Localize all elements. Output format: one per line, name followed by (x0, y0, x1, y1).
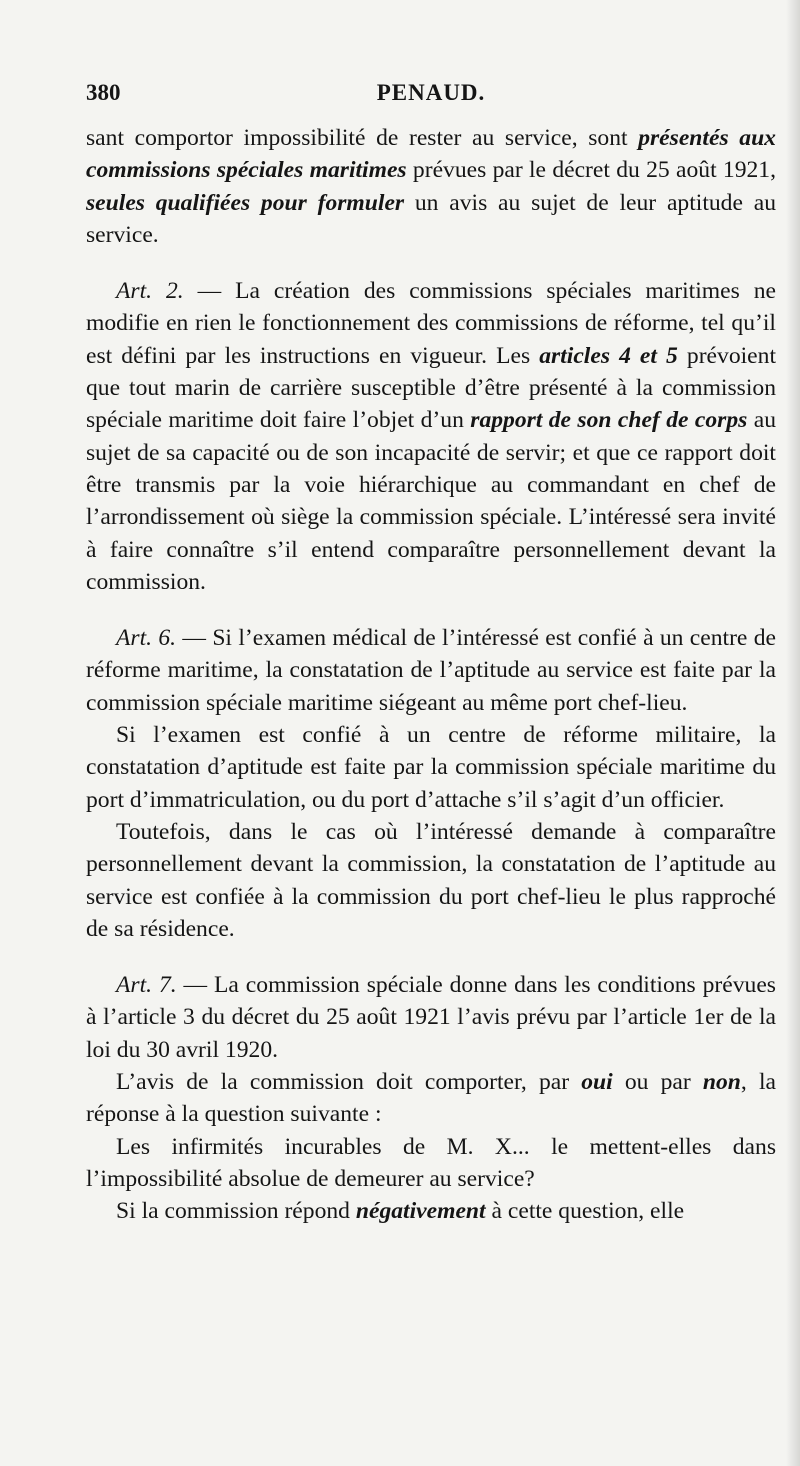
paragraph-toutefois (86, 816, 776, 945)
text-run: prévoient que tout marin de carrière susceptible d’être présenté à la commission spéciale maritime doit faire l’objet d’un (86, 342, 776, 434)
text-run: ou par (612, 1069, 703, 1096)
text-run: — La création des commissions spéciales maritimes ne modifie en rien le fonctionnement des commissions de réforme, tel qu’il est défini par les instructions en vigueur. Les (86, 278, 776, 369)
text-run: — Si l’examen médical de l’intéressé est confié à un centre de réforme maritime, la constatation de l’aptitude au service est faite par la commission spéciale maritime siégeant au même port chef-lieu. (86, 625, 776, 716)
text-run: sant comportor impossibilité de rester au service, sont (86, 125, 639, 151)
text-run: L’avis de la commission doit comporter, par (116, 1069, 582, 1096)
text-run: Toutefois, dans le cas où l’intéressé demande à comparaître personnellement devant la commission, la constatation de l’aptitude au service est confiée à la commission du port chef-lieu le plus rapproché de sa résidence. (86, 818, 776, 942)
text-run: Si la commission répond (116, 1198, 356, 1225)
page-number: 380 (86, 80, 121, 105)
emphasized-text: non (702, 1069, 741, 1096)
emphasized-text: articles 4 et 5 (539, 342, 678, 369)
paragraph-question (86, 1131, 776, 1196)
page-edge-shadow (786, 0, 800, 1466)
text-run: Les infirmités incurables de M. X... le mettent-elles dans l’impossibilité absolue de demeurer au service? (86, 1133, 776, 1192)
text-run: à cette question, elle (485, 1198, 685, 1225)
paragraph-article-7 (86, 969, 776, 1066)
text-run: — La commission spéciale donne dans les conditions prévues à l’article 3 du décret du 25 août 1921 l’avis prévu par l’article 1er de la loi du 30 avril 1920. (86, 972, 776, 1063)
text-run: prévues par le décret du 25 août 1921, (406, 157, 776, 184)
article-heading: Art. 6. (116, 625, 177, 652)
emphasized-text: négativement (355, 1198, 486, 1225)
page-header (86, 80, 776, 114)
text-run: Si l’examen est confié à un centre de réforme militaire, la constatation d’aptitude est faite par la commission spéciale maritime du port d’immatriculation, ou du port d’attache s’il s’agit d’un officier. (86, 722, 776, 813)
paragraph-military-reform (86, 719, 776, 816)
text-run: , la réponse à la question suivante : (86, 1069, 776, 1128)
text-run: un avis au sujet de leur aptitude au service. (86, 189, 776, 248)
running-head: PENAUD. (376, 80, 486, 105)
text-run: au sujet de sa capacité ou de son incapacité de servir; et que ce rapport doit être transmis par la voie hiérarchique au commandant en chef de l’arrondissement où siège la commission spéciale. L’intéressé sera invité à faire connaître s’il entend comparaître personnellement devant la commission. (86, 407, 776, 595)
emphasized-text: présentés aux commissions spéciales maritimes (86, 125, 776, 184)
paragraph-avis (86, 1066, 776, 1131)
emphasized-text: seules qualifiées pour formuler (86, 189, 405, 216)
article-heading: Art. 2. (116, 278, 184, 305)
paragraph-negative-answer (86, 1195, 776, 1227)
page-body-text (86, 122, 776, 1228)
emphasized-text: oui (581, 1069, 613, 1096)
paragraph-continuation (86, 122, 776, 251)
paragraph-article-2 (86, 275, 776, 598)
emphasized-text: rapport de son chef de corps (470, 407, 748, 434)
article-heading: Art. 7. (116, 972, 177, 999)
paragraph-article-6 (86, 622, 776, 719)
